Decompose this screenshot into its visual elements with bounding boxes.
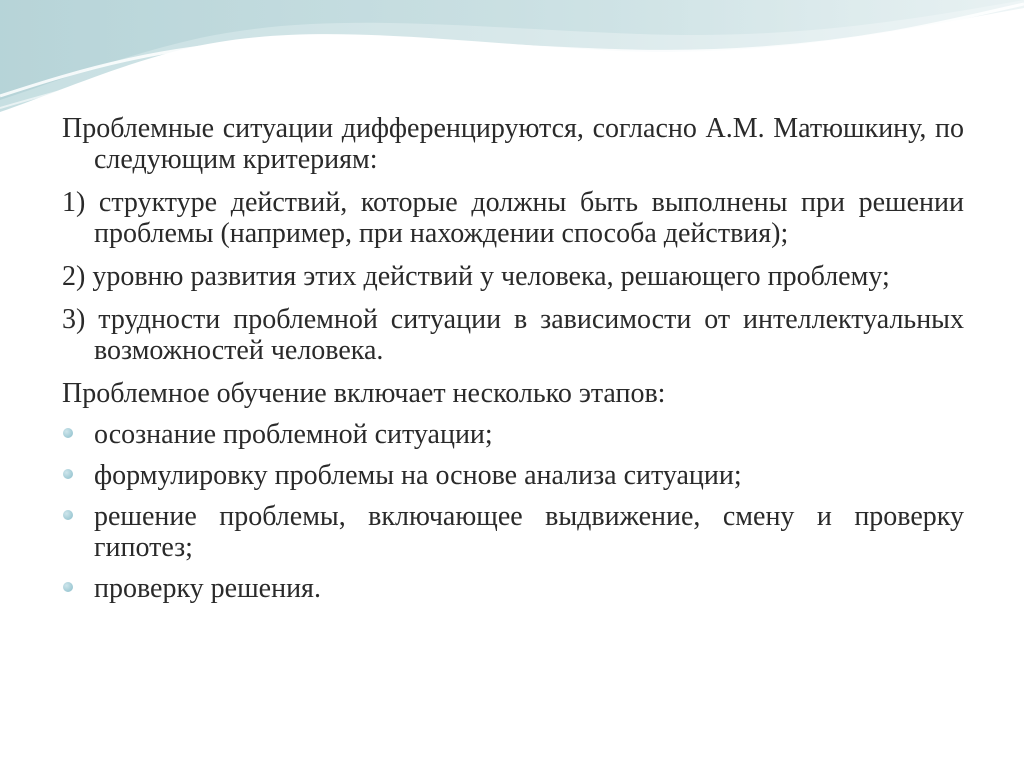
- stage-text: проверку решения.: [94, 573, 321, 604]
- criterion-2: 2) уровню развития этих действий у человека, решающего проблему;: [62, 261, 890, 292]
- intro-paragraph: Проблемные ситуации дифференцируются, согласно А.М. Матюшкину, по следующим критериям:: [62, 113, 964, 175]
- stage-item: [62, 501, 964, 563]
- stage-item: [62, 460, 964, 491]
- stage-text: осознание проблемной ситуации;: [94, 419, 493, 450]
- stages-intro: Проблемное обучение включает несколько этапов:: [62, 378, 666, 409]
- stage-item: [62, 419, 964, 450]
- slide-content: [62, 113, 964, 614]
- stage-text: формулировку проблемы на основе анализа ситуации;: [94, 460, 742, 491]
- bullet-dot-icon: [63, 582, 73, 592]
- stage-text: решение проблемы, включающее выдвижение, смену и проверку гипотез;: [94, 501, 964, 563]
- stages-list: [62, 419, 964, 604]
- criterion-3: 3) трудности проблемной ситуации в зависимости от интеллектуальных возможностей человека.: [62, 304, 964, 366]
- stage-item: [62, 573, 964, 604]
- bullet-dot-icon: [63, 469, 73, 479]
- criterion-1: 1) структуре действий, которые должны быть выполнены при решении проблемы (например, при нахождении способа действия);: [62, 187, 964, 249]
- bullet-dot-icon: [63, 510, 73, 520]
- decorative-wave-header: [0, 0, 1024, 125]
- bullet-dot-icon: [63, 428, 73, 438]
